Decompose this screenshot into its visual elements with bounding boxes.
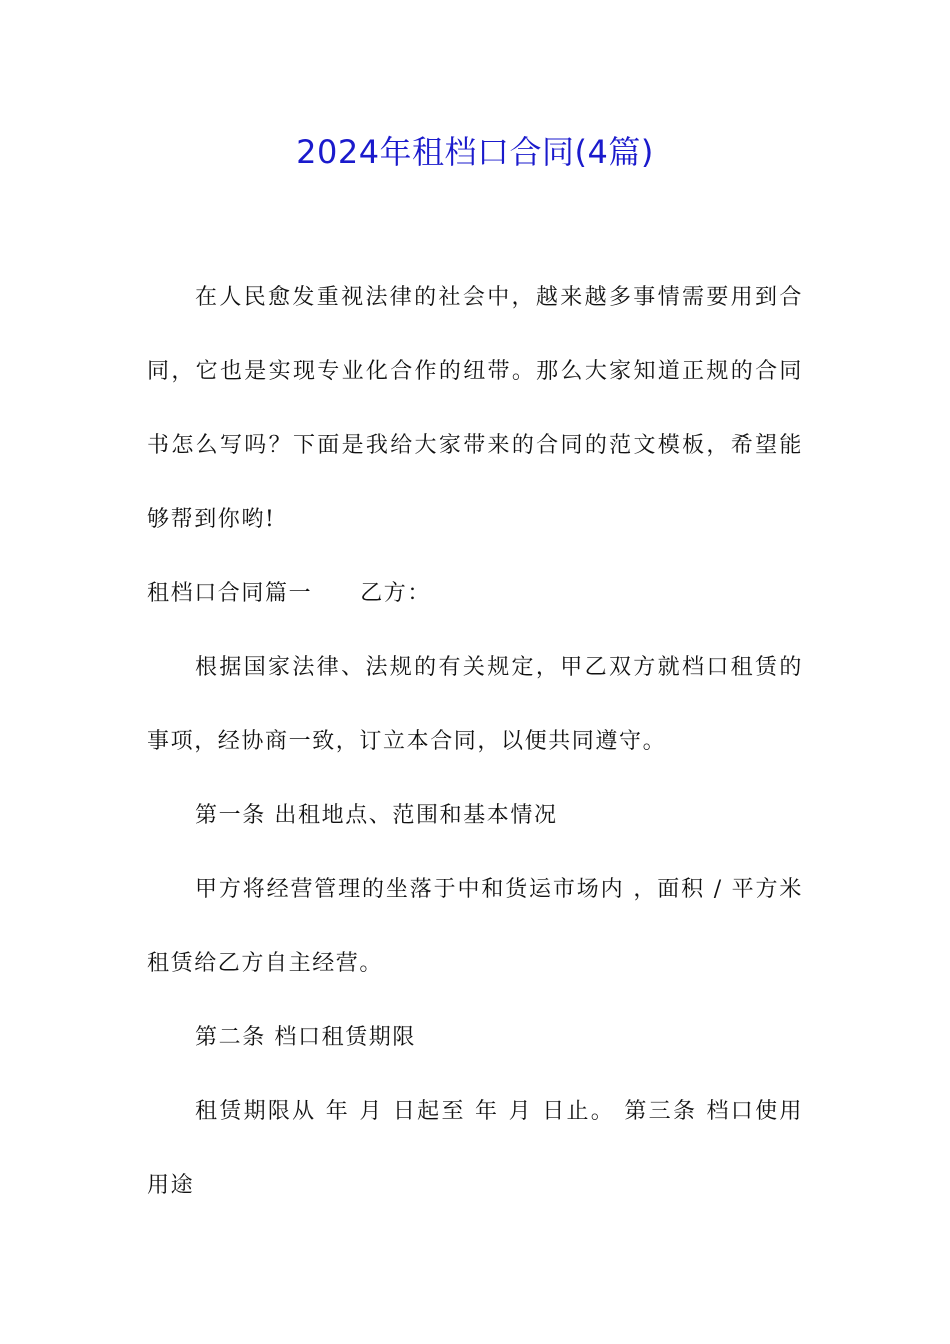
party-b-label: 乙方： (360, 581, 432, 606)
article-1-text: 甲方将经营管理的坐落于中和货运市场内 ，面积 / 平方米租赁给乙方自主经营。 (147, 877, 803, 976)
article-2-text: 租赁期限从 年 月 日起至 年 月 日止。 第三条 档口使用用途 (147, 1099, 803, 1198)
article-2-heading: 第二条 档口租赁期限 (195, 1025, 416, 1050)
document-title: 2024年租档口合同(4篇) (296, 133, 654, 171)
article-1-heading: 第一条 出租地点、范围和基本情况 (195, 803, 558, 828)
intro-paragraph: 在人民愈发重视法律的社会中，越来越多事情需要用到合同，它也是实现专业化合作的纽带。那么大家知道正规的合同书怎么写吗？下面是我给大家带来的合同的范文模板，希望能够帮到你哟! (147, 285, 803, 532)
paragraph-preamble: 根据国家法律、法规的有关规定，甲乙双方就档口租赁的事项，经协商一致，订立本合同，以便共同遵守。 (147, 655, 803, 754)
section-heading-line (147, 557, 803, 631)
section-heading: 租档口合同篇一 (147, 581, 313, 606)
document-body (147, 261, 803, 1223)
